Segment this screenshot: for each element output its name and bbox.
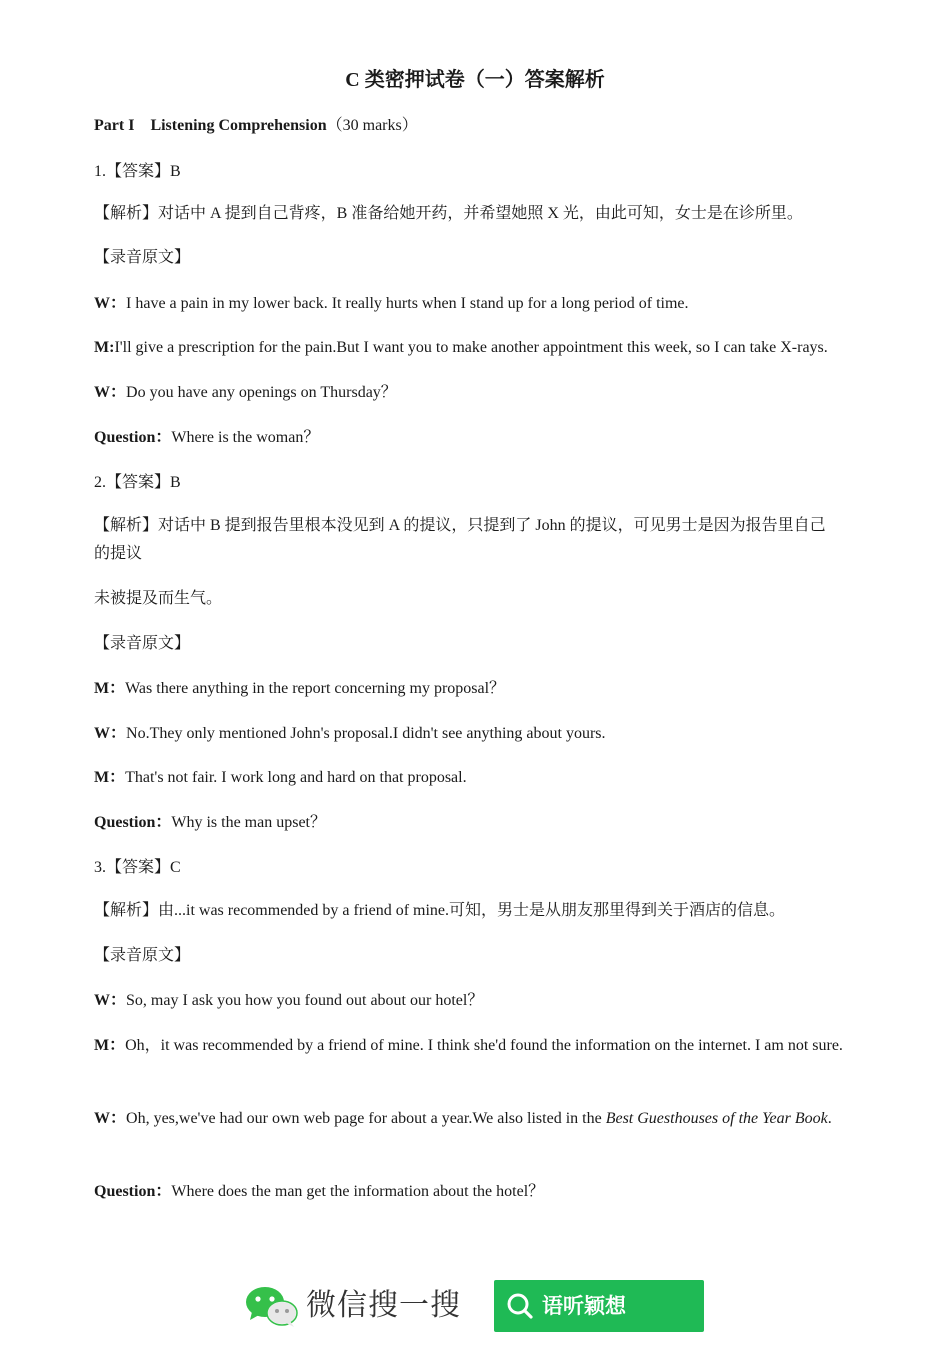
- part-label: Part I: [94, 117, 135, 134]
- answer-2: 2.【答案】B: [94, 474, 181, 491]
- transcript-label-3: 【录音原文】: [94, 947, 191, 964]
- dialogue-line: [94, 675, 864, 703]
- dialogue-line: [94, 290, 864, 318]
- speaker: W：: [94, 384, 127, 401]
- dialogue-line: [94, 720, 864, 748]
- question-1: [94, 424, 864, 452]
- transcript-label-2: 【录音原文】: [94, 635, 191, 652]
- transcript-label-1: 【录音原文】: [94, 249, 191, 266]
- dialogue-line: [94, 1032, 864, 1060]
- dialogue-line: [94, 379, 864, 407]
- question-label: Question：: [94, 814, 172, 831]
- wechat-search-banner[interactable]: [244, 1280, 706, 1332]
- question-label: Question：: [94, 429, 172, 446]
- wechat-icon: [244, 1284, 300, 1328]
- speaker: M：: [94, 769, 126, 786]
- question-text: Where does the man get the information about the hotel？: [171, 1183, 545, 1200]
- speaker: M：: [94, 1037, 126, 1054]
- question-label: Question：: [94, 1183, 172, 1200]
- part-name: Listening Comprehension: [150, 117, 327, 134]
- utterance: No.They only mentioned John's proposal.I didn't see anything about yours.: [126, 725, 606, 742]
- question-2: [94, 809, 864, 837]
- utterance: I'll give a prescription for the pain.But I want you to make another appointment this week, so I can take X-rays.: [114, 339, 828, 356]
- book-title: Best Guesthouses of the Year Book: [605, 1110, 828, 1127]
- speaker: W：: [94, 725, 127, 742]
- speaker: W：: [94, 295, 127, 312]
- analysis-3: 【解析】由...it was recommended by a friend of mine.可知，男士是从朋友那里得到关于酒店的信息。: [94, 902, 786, 919]
- analysis-2-line2: 的提议: [94, 545, 143, 562]
- utterance: Oh, yes,we've had our own web page for about a year.We also listed in the: [126, 1110, 606, 1127]
- analysis-2-line3: 未被提及而生气。: [94, 590, 223, 607]
- utterance: Do you have any openings on Thursday？: [126, 384, 397, 401]
- utterance: That's not fair. I work long and hard on that proposal.: [125, 769, 467, 786]
- footer-text: 微信搜一搜: [306, 1288, 461, 1323]
- dialogue-line: [94, 1105, 864, 1133]
- dialogue-line: [94, 987, 864, 1015]
- dialogue-line: [94, 764, 864, 792]
- analysis-2-line1: 【解析】对话中 B 提到报告里根本没见到 A 的提议，只提到了 John 的提议，可见男士是因为报告里自己: [94, 517, 826, 534]
- utterance: So, may I ask you how you found out about our hotel？: [126, 992, 484, 1009]
- speaker: M：: [94, 680, 126, 697]
- analysis-1: 【解析】对话中 A 提到自己背疼，B 准备给她开药，并希望她照 X 光，由此可知，女士是在诊所里。: [94, 205, 803, 222]
- search-button[interactable]: [494, 1280, 704, 1332]
- part-heading: [94, 114, 418, 138]
- part-marks: （30 marks）: [326, 117, 418, 134]
- search-label: 语听颖想: [542, 1294, 626, 1318]
- speaker: M:: [94, 339, 115, 356]
- question-text: Why is the man upset？: [171, 814, 327, 831]
- question-text: Where is the woman？: [171, 429, 320, 446]
- answer-1: 1.【答案】B: [94, 163, 181, 180]
- page-title: C 类密押试卷（一）答案解析: [345, 69, 605, 91]
- question-3: [94, 1178, 864, 1206]
- utterance-end: .: [827, 1110, 832, 1127]
- utterance: I have a pain in my lower back. It really hurts when I stand up for a long period of time.: [126, 295, 689, 312]
- dialogue-line: [94, 334, 864, 362]
- search-icon: [506, 1292, 534, 1320]
- utterance: Was there anything in the report concerning my proposal？: [125, 680, 506, 697]
- speaker: W：: [94, 1110, 127, 1127]
- answer-3: 3.【答案】C: [94, 859, 181, 876]
- speaker: W：: [94, 992, 127, 1009]
- utterance: Oh，it was recommended by a friend of mine. I think she'd found the information on the internet. I am not sure.: [125, 1037, 843, 1054]
